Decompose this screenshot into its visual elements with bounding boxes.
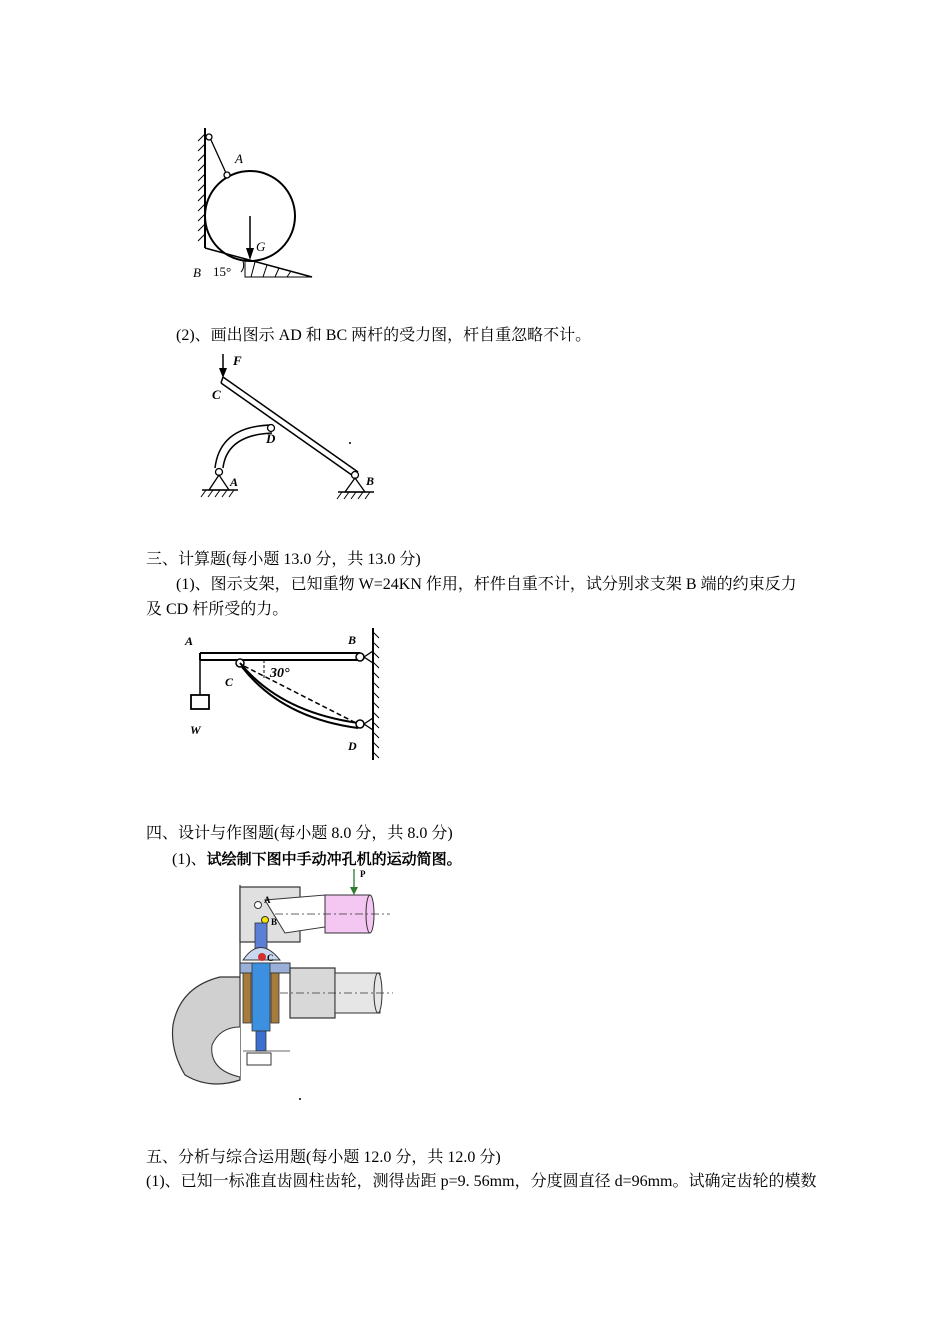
bracket-figure — [180, 620, 390, 770]
q2-2-text: (2)、画出图示 AD 和 BC 两杆的受力图，杆自重忽略不计。 — [176, 327, 592, 344]
label-c: C — [225, 675, 234, 689]
label-b: B — [348, 633, 357, 647]
label-c: C — [267, 953, 274, 963]
label-a: A — [230, 475, 239, 489]
angle-label: 15° — [213, 264, 232, 279]
label-b: B — [193, 265, 201, 280]
label-d: D — [266, 431, 276, 446]
section4-heading: 四、设计与作图题(每小题 8.0 分，共 8.0 分) — [146, 825, 453, 842]
section5-heading: 五、分析与综合运用题(每小题 12.0 分，共 12.0 分) — [146, 1149, 501, 1166]
label-b: B — [271, 917, 278, 927]
section4-q1-text: 试绘制下图中手动冲孔机的运动简图。 — [206, 850, 462, 868]
section3-q1-line2: 及 CD 杆所受的力。 — [146, 601, 289, 618]
label-b: B — [366, 474, 375, 488]
label-c: C — [212, 387, 221, 402]
section5-q1-line1: (1)、已知一标准直齿圆柱齿轮，测得齿距 p=9. 56mm，分度圆直径 d=96mm。试确定齿轮的模数 — [146, 1173, 817, 1190]
rods-figure — [178, 350, 388, 510]
section3-q1-line1: (1)、图示支架，已知重物 W=24KN 作用，杆件自重不计，试分别求支架 B 端的约束反力 — [176, 576, 797, 593]
label-d: D — [348, 739, 357, 753]
label-a: A — [264, 895, 271, 905]
ball-wall-figure — [185, 120, 325, 290]
angle-label: 30° — [270, 666, 290, 681]
label-w: W — [190, 723, 201, 737]
punch-machine-figure — [165, 865, 395, 1105]
label-a: A — [185, 634, 194, 648]
label-g: G — [256, 239, 266, 254]
section3-heading: 三、计算题(每小题 13.0 分，共 13.0 分) — [146, 551, 421, 568]
label-a: A — [235, 151, 243, 166]
label-f: F — [233, 353, 242, 368]
section4-q1-prefix: (1)、 — [172, 851, 207, 868]
label-p: P — [360, 869, 366, 879]
